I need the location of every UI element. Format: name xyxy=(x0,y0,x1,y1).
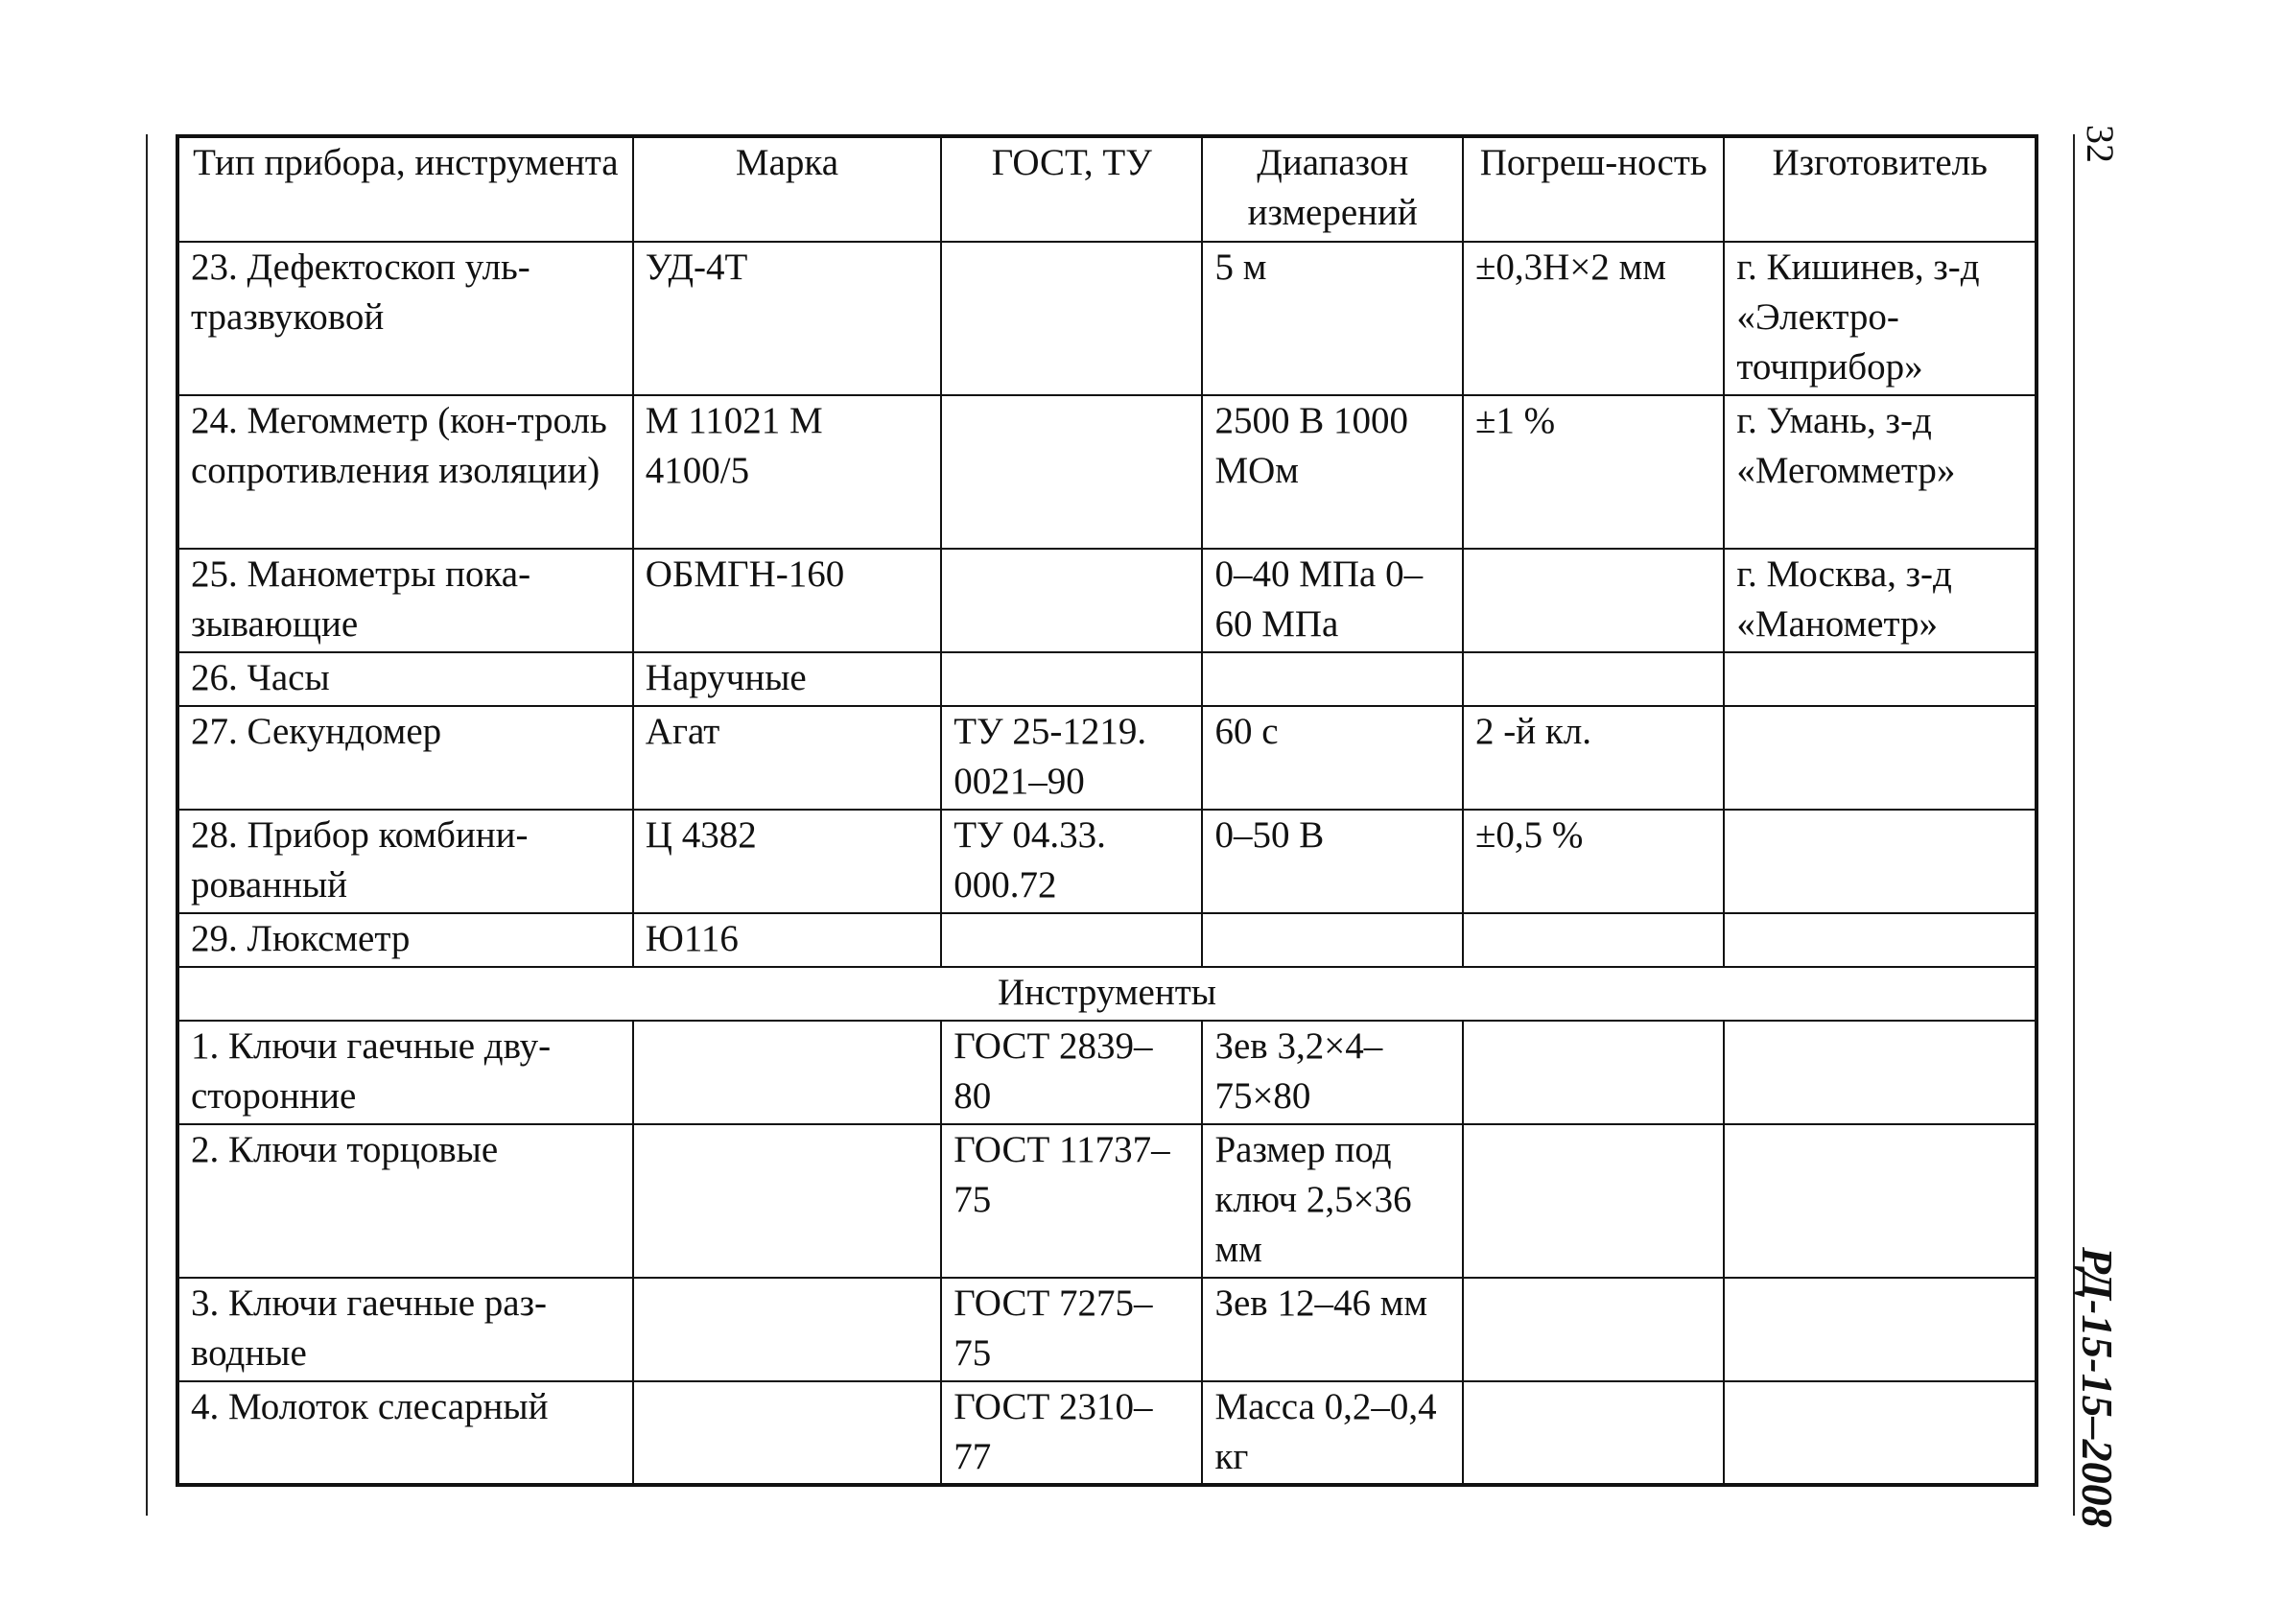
cell-range: Зев 3,2×4– 75×80 xyxy=(1202,1021,1463,1124)
cell-range: Зев 12–46 мм xyxy=(1202,1278,1463,1381)
table-row xyxy=(177,1124,2037,1278)
header-row xyxy=(177,136,2037,242)
cell-error: 2 -й кл. xyxy=(1463,706,1724,810)
header-gost: ГОСТ, ТУ xyxy=(941,136,1202,242)
table-row xyxy=(177,1278,2037,1381)
cell-range: 2500 В 1000 МОм xyxy=(1202,395,1463,549)
cell-maker xyxy=(1724,1381,2037,1485)
cell-range: 60 с xyxy=(1202,706,1463,810)
cell-gost: ТУ 04.33. 000.72 xyxy=(941,810,1202,913)
cell-brand: Ц 4382 xyxy=(633,810,941,913)
cell-range: 0–40 МПа 0–60 МПа xyxy=(1202,549,1463,652)
cell-error xyxy=(1463,913,1724,967)
cell-error xyxy=(1463,1278,1724,1381)
cell-gost xyxy=(941,652,1202,706)
table-row xyxy=(177,549,2037,652)
table-row xyxy=(177,913,2037,967)
cell-maker xyxy=(1724,913,2037,967)
cell-maker: г. Кишинев, з-д «Электро-точприбор» xyxy=(1724,242,2037,395)
cell-error: ±1 % xyxy=(1463,395,1724,549)
section-row xyxy=(177,967,2037,1021)
cell-gost: ТУ 25-1219. 0021–90 xyxy=(941,706,1202,810)
cell-gost xyxy=(941,242,1202,395)
left-margin-line xyxy=(146,134,148,1516)
cell-name: 26. Часы xyxy=(177,652,633,706)
table-row xyxy=(177,242,2037,395)
cell-range xyxy=(1202,652,1463,706)
cell-maker xyxy=(1724,652,2037,706)
cell-brand: Агат xyxy=(633,706,941,810)
table-row xyxy=(177,395,2037,549)
page-number: 32 xyxy=(2079,125,2122,163)
cell-error xyxy=(1463,1124,1724,1278)
header-range: Диапазон измерений xyxy=(1202,136,1463,242)
cell-name: 2. Ключи торцовые xyxy=(177,1124,633,1278)
cell-gost xyxy=(941,913,1202,967)
table-row xyxy=(177,1021,2037,1124)
cell-name: 27. Секундомер xyxy=(177,706,633,810)
cell-maker xyxy=(1724,1278,2037,1381)
table-row xyxy=(177,652,2037,706)
cell-error: ±0,3Н×2 мм xyxy=(1463,242,1724,395)
cell-name: 23. Дефектоскоп уль-тразвуковой xyxy=(177,242,633,395)
cell-brand: УД-4Т xyxy=(633,242,941,395)
cell-range: 5 м xyxy=(1202,242,1463,395)
table-row xyxy=(177,1381,2037,1485)
cell-name: 25. Манометры пока-зывающие xyxy=(177,549,633,652)
header-maker: Изготовитель xyxy=(1724,136,2037,242)
cell-gost: ГОСТ 11737–75 xyxy=(941,1124,1202,1278)
cell-name: 28. Прибор комбини-рованный xyxy=(177,810,633,913)
cell-brand xyxy=(633,1381,941,1485)
cell-name: 1. Ключи гаечные дву-сторонние xyxy=(177,1021,633,1124)
cell-name: 3. Ключи гаечные раз-водные xyxy=(177,1278,633,1381)
cell-brand: Ю116 xyxy=(633,913,941,967)
cell-brand: М 11021 М 4100/5 xyxy=(633,395,941,549)
cell-brand: Наручные xyxy=(633,652,941,706)
cell-brand xyxy=(633,1124,941,1278)
cell-gost: ГОСТ 2310–77 xyxy=(941,1381,1202,1485)
header-error: Погреш-ность xyxy=(1463,136,1724,242)
header-brand: Марка xyxy=(633,136,941,242)
cell-maker xyxy=(1724,810,2037,913)
cell-gost: ГОСТ 2839–80 xyxy=(941,1021,1202,1124)
cell-name: 4. Молоток слесарный xyxy=(177,1381,633,1485)
cell-name: 29. Люксметр xyxy=(177,913,633,967)
table-row xyxy=(177,706,2037,810)
cell-maker xyxy=(1724,1124,2037,1278)
table-row xyxy=(177,810,2037,913)
cell-error xyxy=(1463,652,1724,706)
cell-brand xyxy=(633,1278,941,1381)
cell-range xyxy=(1202,913,1463,967)
cell-name: 24. Мегомметр (кон-троль сопротивления изоляции) xyxy=(177,395,633,549)
cell-gost xyxy=(941,549,1202,652)
cell-maker xyxy=(1724,706,2037,810)
cell-range: 0–50 В xyxy=(1202,810,1463,913)
cell-error xyxy=(1463,1021,1724,1124)
cell-maker: г. Умань, з-д «Мегомметр» xyxy=(1724,395,2037,549)
document-id: РД-15-15–2008 xyxy=(2073,1247,2122,1528)
cell-range: Масса 0,2–0,4 кг xyxy=(1202,1381,1463,1485)
cell-range: Размер под ключ 2,5×36 мм xyxy=(1202,1124,1463,1278)
instruments-table xyxy=(176,134,2038,1487)
cell-gost xyxy=(941,395,1202,549)
cell-error: ±0,5 % xyxy=(1463,810,1724,913)
section-title: Инструменты xyxy=(177,967,2037,1021)
cell-error xyxy=(1463,1381,1724,1485)
header-type: Тип прибора, инструмента xyxy=(177,136,633,242)
cell-error xyxy=(1463,549,1724,652)
cell-maker: г. Москва, з-д «Манометр» xyxy=(1724,549,2037,652)
cell-brand xyxy=(633,1021,941,1124)
cell-maker xyxy=(1724,1021,2037,1124)
cell-gost: ГОСТ 7275–75 xyxy=(941,1278,1202,1381)
cell-brand: ОБМГН-160 xyxy=(633,549,941,652)
